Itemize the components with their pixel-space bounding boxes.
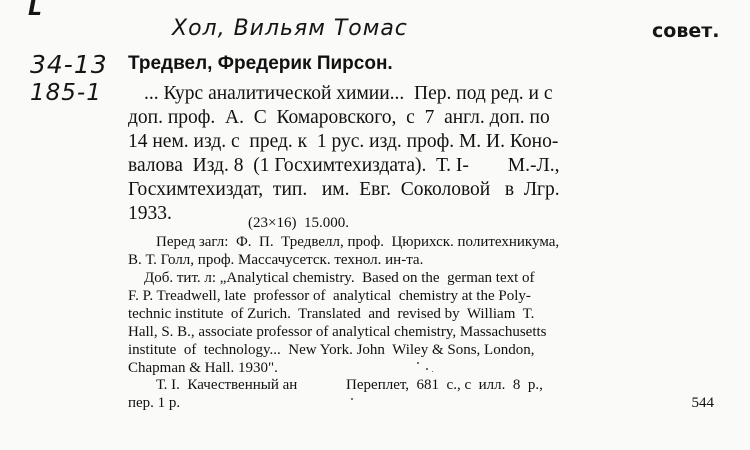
body-line-3: 14 нем. изд. с пред. к 1 рус. изд. проф. М. И. Коно- xyxy=(128,131,559,152)
card-number: 544 xyxy=(691,395,714,411)
note-line-6: Hall, S. B., associate professor of analytical chemistry, Massachusetts xyxy=(128,324,547,340)
note-line-2: В. Т. Голл, проф. Массачусетск. технол. ин-та. xyxy=(128,252,424,268)
body-line-6: 1933. xyxy=(128,203,172,224)
handwritten-author-name: Хол, Вильям Томас xyxy=(172,16,408,41)
author-heading: Тредвел, Фредерик Пирсон. xyxy=(128,53,393,74)
note-line-3: Доб. тит. л: „Analytical chemistry. Based on the german text of xyxy=(144,270,535,286)
note-line-9: Т. I. Качественный ан Переплет, 681 с., с илл. 8 р., xyxy=(156,377,543,393)
shelfmark-line-2: 185-1 xyxy=(30,80,102,106)
ink-speck xyxy=(351,398,353,400)
ink-speck xyxy=(426,368,428,370)
note-line-5: technic institute of Zurich. Translated and revised by William T. xyxy=(128,306,535,322)
shelfmark-line-1: 34-13 xyxy=(30,50,108,79)
note-line-7: institute of technology... New York. John Wiley & Sons, London, xyxy=(128,342,535,358)
handwritten-origin-note: совет. xyxy=(652,20,720,42)
note-line-4: F. P. Treadwell, late professor of analytical chemistry at the Poly- xyxy=(128,288,531,304)
body-line-1: ... Курс аналитической химии... Пер. под ред. и с xyxy=(144,83,553,104)
ink-speck xyxy=(417,362,419,364)
note-line-1: Перед загл: Ф. П. Тредвелл, проф. Цюрихск. политехникума, xyxy=(156,234,560,250)
body-line-4: валова Изд. 8 (1 Госхимтехиздата). Т. I- М.-Л., xyxy=(128,155,560,176)
body-line-2: доп. проф. А. С Комаровского, с 7 англ. доп. по xyxy=(128,107,550,128)
format-line: (23×16) 15.000. xyxy=(248,215,349,231)
note-line-10: пер. 1 р. xyxy=(128,395,181,411)
note-line-8: Chapman & Hall. 1930". xyxy=(128,360,278,376)
body-line-5: Госхимтехиздат, тип. им. Евг. Соколовой в Лгр. xyxy=(128,179,560,200)
corner-mark: L xyxy=(28,0,43,21)
ink-speck xyxy=(432,371,433,372)
